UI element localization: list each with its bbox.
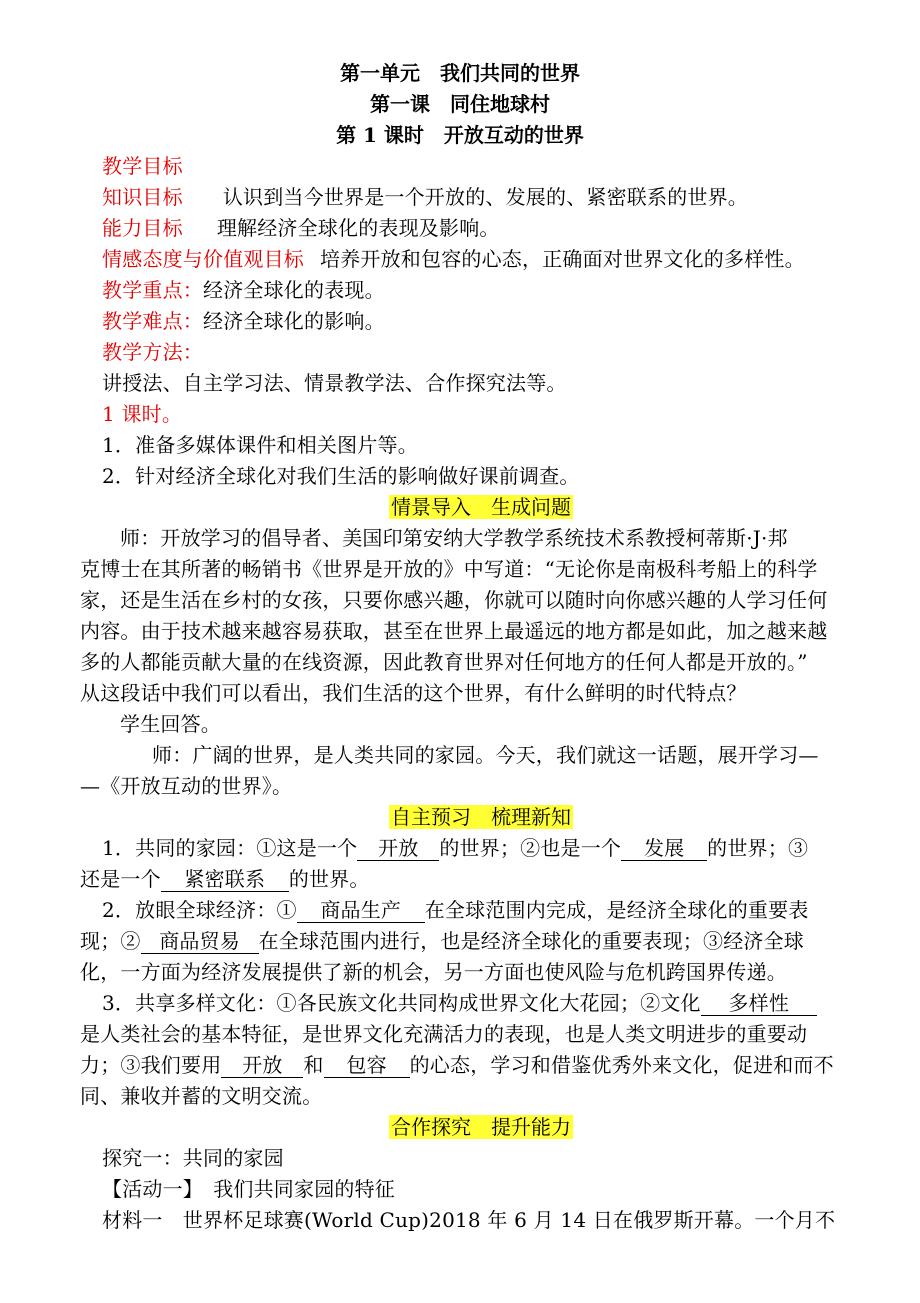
intro-line-2: 克博士在其所著的畅销书《世界是开放的》中写道：“无论你是南极科考船上的科学 [80,557,818,581]
item-2-text-a: 2．放眼全球经济：① [102,898,297,922]
prep-item-2: 2．针对经济全球化对我们生活的影响做好课前调查。 [102,464,580,488]
intro-line-3: 家，还是生活在乡村的女孩，只要你感兴趣，你就可以随时向你感兴趣的人学习任何 [80,588,828,612]
student-answer: 学生回答。 [120,712,221,736]
item-1-text-f: 的世界。 [288,867,370,891]
lesson-title: 第一课 同住地球村 [370,92,550,116]
section-heading-2-text: 自主预习 梳理新知 [391,805,571,829]
difficulty-point [102,306,866,337]
objectives-heading: 教学目标 [102,154,183,178]
item-2-line-2 [80,926,844,957]
method-label: 教学方法： [102,340,203,364]
blank-open: 开放 [357,836,439,861]
item-3-line-1 [102,988,866,1019]
item-3-text-d: 力；③我们要用 [80,1053,222,1077]
blank-openness: 开放 [221,1053,303,1078]
item-1-text-d: 的世界；③ [707,836,809,860]
ability-objective [102,213,866,244]
blank-develop: 发展 [621,836,707,861]
knowledge-text: 认识到当今世界是一个开放的、发展的、紧密联系的世界。 [222,185,749,209]
explore-1: 探究一：共同的家园 [102,1146,284,1170]
intro-line-5: 多的人都能贡献大量的在线资源，因此教育世界对任何地方的任何人都是开放的。” [80,650,808,674]
section-heading-3-text: 合作探究 提升能力 [391,1115,571,1139]
item-3-text-e: 和 [303,1053,324,1077]
item-2-text-d: 现；② [80,929,141,953]
item-3-line-3 [80,1050,844,1081]
item-1-text-e: 还是一个 [80,867,161,891]
difficulty-label: 教学难点： [102,309,203,333]
prep-item-1: 1．准备多媒体课件和相关图片等。 [102,433,418,457]
item-1-line-2 [80,864,844,895]
key-text: 经济全球化的表现。 [203,278,385,302]
key-label: 教学重点： [102,278,203,302]
item-3-line-4: 同、兼收并蓄的文明交流。 [80,1084,323,1108]
emotion-text: 培养开放和包容的心态，正确面对世界文化的多样性。 [320,247,805,271]
knowledge-objective [102,182,866,213]
difficulty-text: 经济全球化的影响。 [203,309,385,333]
teacher-line-2: —《开放互动的世界》。 [80,774,293,798]
key-point [102,275,866,306]
material-1: 材料一 世界杯足球赛(World Cup)2018 年 6 月 14 日在俄罗斯开幕。一个月不 [102,1208,836,1232]
item-2-text-c: 在全球范围内完成，是经济全球化的重要表 [424,898,809,922]
blank-connected: 紧密联系 [161,867,289,892]
blank-production: 商品生产 [297,898,425,923]
blank-inclusive: 包容 [324,1053,410,1078]
item-1-text-a: 1．共同的家园：①这是一个 [102,836,358,860]
ability-label: 能力目标 [102,216,183,240]
item-2-text-e: 在全球范围内进行，也是经济全球化的重要表现；③经济全球 [258,929,805,953]
teacher-line-1: 师：广阔的世界，是人类共同的家园。今天，我们就这一话题，展开学习— [152,743,819,767]
item-3-text-a: 3．共享多样文化：①各民族文化共同构成世界文化大花园；②文化 [102,991,701,1015]
item-2-line-1 [102,895,866,926]
intro-line-6: 从这段话中我们可以看出，我们生活的这个世界，有什么鲜明的时代特点？ [80,681,747,705]
item-1-line-1 [102,833,866,864]
blank-diversity: 多样性 [701,991,817,1016]
item-3-text-f: 的心态，学习和借鉴优秀外来文化，促进和而不 [409,1053,834,1077]
method-text: 讲授法、自主学习法、情景教学法、合作探究法等。 [102,371,567,395]
section-heading-1 [0,492,920,523]
blank-trade: 商品贸易 [141,929,259,954]
section-heading-1-text: 情景导入 生成问题 [391,495,571,519]
activity-1: 【活动一】 我们共同家园的特征 [102,1177,395,1201]
period-label: 1 课时。 [102,402,183,426]
emotion-label: 情感态度与价值观目标 [102,247,304,271]
item-1-text-c: 的世界；②也是一个 [439,836,622,860]
intro-line-4: 内容。由于技术越来越容易获取，甚至在世界上最遥远的地方都是如此，加之越来越 [80,619,828,643]
section-heading-3 [0,1112,920,1143]
item-2-line-3: 化，一方面为经济发展提供了新的机会，另一方面也使风险与危机跨国界传递。 [80,960,787,984]
section-heading-2 [0,802,920,833]
knowledge-label: 知识目标 [102,185,183,209]
intro-line-1: 师：开放学习的倡导者、美国印第安纳大学教学系统技术系教授柯蒂斯·J·邦 [120,526,788,550]
item-3-line-2: 是人类社会的基本特征，是世界文化充满活力的表现，也是人类文明进步的重要动 [80,1022,808,1046]
unit-title: 第一单元 我们共同的世界 [340,61,580,85]
period-title: 第 1 课时 开放互动的世界 [336,123,584,147]
ability-text: 理解经济全球化的表现及影响。 [216,216,500,240]
emotion-objective [102,244,866,275]
